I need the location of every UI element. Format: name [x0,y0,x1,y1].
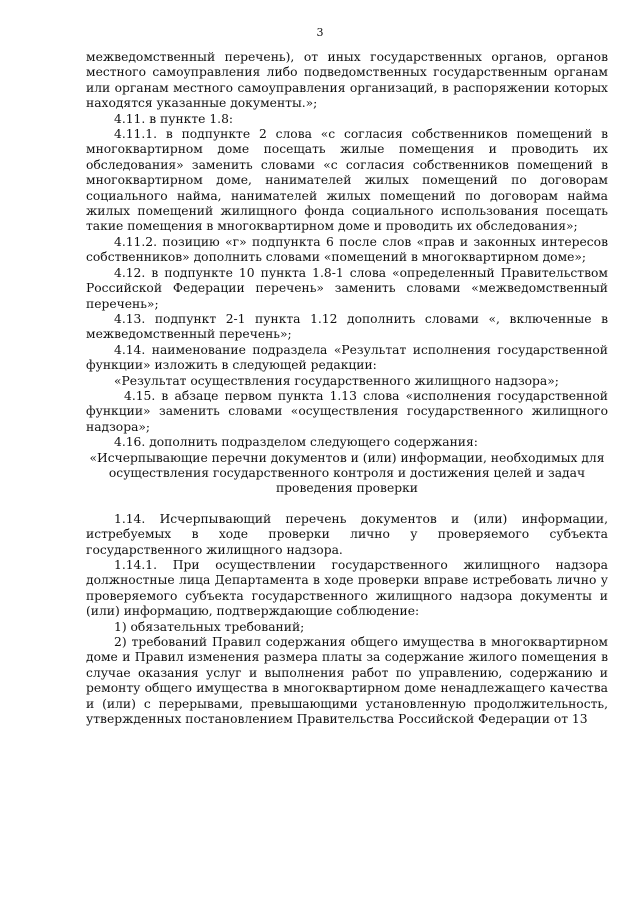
paragraph-1-14-1: 1.14.1. При осуществлении государственного жилищного надзора должностные лица Департамента в ходе проверки вправе истребовать лично у проверяемого субъекта государственного жилищного надзора документы и (или) информацию, подтверждающие соблюдение: [86,558,608,619]
paragraph-4-13: 4.13. подпункт 2-1 пункта 1.12 дополнить словами «, включенные в межведомственный перечень»; [86,311,608,342]
subsection-heading: «Исчерпывающие перечни документов и (или) информации, необходимых для осуществления государственного контроля и достижения целей и задач проведения проверки [89,450,605,496]
paragraph-1-14: 1.14. Исчерпывающий перечень документов и (или) информации, истребуемых в ходе проверки лично у проверяемого субъекта государственного жилищного надзора. [86,511,608,557]
page-number: 3 [316,26,324,39]
paragraph-4-11-2: 4.11.2. позицию «г» подпункта 6 после слов «прав и законных интересов собственников» дополнить словами «помещений в многоквартирном доме»; [86,234,608,265]
paragraph-4-16: 4.16. дополнить подразделом следующего содержания: [114,435,478,450]
paragraph-continuation: межведомственный перечень), от иных государственных органов, органов местного самоуправления либо подведомственных государственным органам или органам местного самоуправления организаций, в распоряжении которых находятся указанные документы.»; [86,50,608,111]
spacer [86,497,608,512]
paragraph-4-14: 4.14. наименование подраздела «Результат исполнения государственной функции» изложить в следующей редакции: [86,342,608,373]
paragraph-4-15: 4.15. в абзаце первом пункта 1.13 слова «исполнения государственной функции» заменить словами «осуществления государственного жилищного надзора»; [86,388,608,434]
paragraph-4-14-quote: «Результат осуществления государственного жилищного надзора»; [114,373,559,388]
paragraph-4-11: 4.11. в пункте 1.8: [114,111,234,126]
paragraph-4-12: 4.12. в подпункте 10 пункта 1.8-1 слова «определенный Правительством Российской Федерации перечень» заменить словами «межведомственный перечень»; [86,265,608,311]
document-body [86,50,608,727]
list-item-1: 1) обязательных требований; [114,619,305,634]
list-item-2: 2) требований Правил содержания общего имущества в многоквартирном доме и Правил изменения размера платы за содержание жилого помещения в случае оказания услуг и выполнения работ по управлению, содержанию и ремонту общего имущества в многоквартирном доме ненадлежащего качества и (или) с перерывами, превышающими установленную продолжительность, утвержденных постановлением Правительства Российской Федерации от 13 [86,635,608,727]
paragraph-4-11-1: 4.11.1. в подпункте 2 слова «с согласия собственников помещений в многоквартирном доме посещать жилые помещения и проводить их обследования» заменить словами «с согласия собственников помещений в многоквартирном доме, нанимателей жилых помещений по договорам социального найма, нанимателей жилых помещений по договорам найма жилых помещений жилищного фонда социального использования посещать такие помещения в многоквартирном доме и проводить их обследования»; [86,127,608,234]
